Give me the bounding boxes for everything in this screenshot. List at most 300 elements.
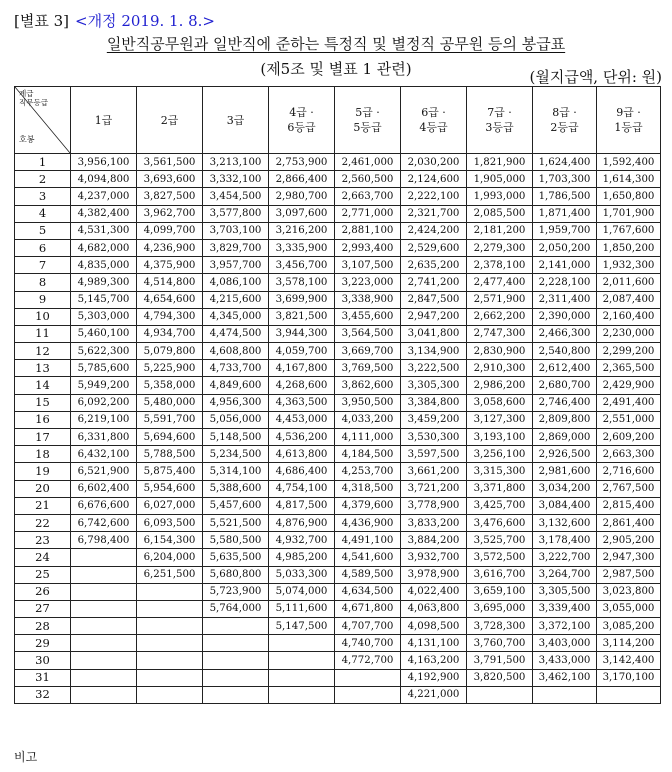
salary-cell: 2,365,500 bbox=[597, 360, 661, 377]
step-number: 20 bbox=[15, 480, 71, 497]
salary-cell: 2,230,000 bbox=[597, 325, 661, 342]
column-header: 2급 bbox=[137, 87, 203, 154]
salary-cell: 4,094,800 bbox=[71, 171, 137, 188]
salary-cell bbox=[269, 635, 335, 652]
salary-cell: 4,382,400 bbox=[71, 205, 137, 222]
salary-table bbox=[14, 86, 661, 704]
salary-cell: 2,540,800 bbox=[533, 343, 597, 360]
salary-cell: 3,978,900 bbox=[401, 566, 467, 583]
salary-cell: 2,477,400 bbox=[467, 274, 533, 291]
salary-cell: 4,956,300 bbox=[203, 394, 269, 411]
salary-cell: 3,769,500 bbox=[335, 360, 401, 377]
salary-cell bbox=[71, 669, 137, 686]
salary-cell: 5,622,300 bbox=[71, 343, 137, 360]
salary-cell: 3,055,000 bbox=[597, 600, 661, 617]
salary-cell: 3,084,400 bbox=[533, 497, 597, 514]
salary-cell: 2,299,200 bbox=[597, 343, 661, 360]
salary-cell: 2,716,600 bbox=[597, 463, 661, 480]
salary-cell: 3,760,700 bbox=[467, 635, 533, 652]
step-number: 27 bbox=[15, 600, 71, 617]
salary-cell: 5,314,100 bbox=[203, 463, 269, 480]
salary-cell: 4,063,800 bbox=[401, 600, 467, 617]
salary-cell bbox=[137, 583, 203, 600]
salary-cell: 2,571,900 bbox=[467, 291, 533, 308]
grade-label: 계급 직무등급 bbox=[19, 89, 48, 107]
salary-cell: 6,027,000 bbox=[137, 497, 203, 514]
salary-cell: 4,491,100 bbox=[335, 532, 401, 549]
salary-cell: 3,425,700 bbox=[467, 497, 533, 514]
salary-cell: 4,932,700 bbox=[269, 532, 335, 549]
salary-cell: 3,305,300 bbox=[401, 377, 467, 394]
salary-cell: 5,457,600 bbox=[203, 497, 269, 514]
salary-cell: 2,753,900 bbox=[269, 154, 335, 171]
salary-cell: 2,830,900 bbox=[467, 343, 533, 360]
salary-cell: 3,564,500 bbox=[335, 325, 401, 342]
salary-cell: 3,862,600 bbox=[335, 377, 401, 394]
salary-cell: 4,671,800 bbox=[335, 600, 401, 617]
step-number: 29 bbox=[15, 635, 71, 652]
salary-cell: 4,184,500 bbox=[335, 446, 401, 463]
salary-cell: 3,170,100 bbox=[597, 669, 661, 686]
salary-cell: 3,455,600 bbox=[335, 308, 401, 325]
salary-cell: 4,221,000 bbox=[401, 686, 467, 703]
salary-cell: 3,661,200 bbox=[401, 463, 467, 480]
salary-cell: 2,926,500 bbox=[533, 446, 597, 463]
page-subtitle: (제5조 및 별표 1 관련) bbox=[260, 60, 412, 78]
salary-cell: 3,699,900 bbox=[269, 291, 335, 308]
salary-cell: 5,480,000 bbox=[137, 394, 203, 411]
salary-cell: 5,460,100 bbox=[71, 325, 137, 342]
table-row bbox=[15, 480, 661, 497]
salary-cell: 2,030,200 bbox=[401, 154, 467, 171]
column-header: 5급 · 5등급 bbox=[335, 87, 401, 154]
salary-cell: 3,142,400 bbox=[597, 652, 661, 669]
salary-cell: 5,074,000 bbox=[269, 583, 335, 600]
salary-cell: 3,956,100 bbox=[71, 154, 137, 171]
column-header: 4급 · 6등급 bbox=[269, 87, 335, 154]
step-number: 11 bbox=[15, 325, 71, 342]
salary-cell: 3,695,000 bbox=[467, 600, 533, 617]
salary-cell: 4,131,100 bbox=[401, 635, 467, 652]
salary-cell: 2,662,200 bbox=[467, 308, 533, 325]
salary-cell: 3,778,900 bbox=[401, 497, 467, 514]
salary-cell: 3,041,800 bbox=[401, 325, 467, 342]
salary-cell: 5,680,800 bbox=[203, 566, 269, 583]
salary-cell: 4,686,400 bbox=[269, 463, 335, 480]
step-number: 8 bbox=[15, 274, 71, 291]
salary-cell: 3,821,500 bbox=[269, 308, 335, 325]
salary-cell: 2,771,000 bbox=[335, 205, 401, 222]
salary-cell bbox=[203, 618, 269, 635]
salary-cell: 3,216,200 bbox=[269, 222, 335, 239]
salary-cell: 5,388,600 bbox=[203, 480, 269, 497]
salary-cell bbox=[71, 635, 137, 652]
salary-cell: 2,491,400 bbox=[597, 394, 661, 411]
salary-cell: 1,592,400 bbox=[597, 154, 661, 171]
salary-cell: 5,785,600 bbox=[71, 360, 137, 377]
salary-cell: 4,086,100 bbox=[203, 274, 269, 291]
salary-cell: 2,424,200 bbox=[401, 222, 467, 239]
table-row bbox=[15, 360, 661, 377]
salary-cell: 1,786,500 bbox=[533, 188, 597, 205]
salary-cell: 5,875,400 bbox=[137, 463, 203, 480]
salary-cell: 3,884,200 bbox=[401, 532, 467, 549]
salary-cell bbox=[203, 686, 269, 703]
salary-cell: 4,707,700 bbox=[335, 618, 401, 635]
step-number: 19 bbox=[15, 463, 71, 480]
salary-cell: 5,954,600 bbox=[137, 480, 203, 497]
salary-cell: 2,390,000 bbox=[533, 308, 597, 325]
page-title: 일반직공무원과 일반직에 준하는 특정직 및 별정직 공무원 등의 봉급표 bbox=[106, 35, 566, 53]
table-body bbox=[15, 154, 661, 704]
salary-cell: 3,944,300 bbox=[269, 325, 335, 342]
salary-cell: 4,835,000 bbox=[71, 257, 137, 274]
salary-cell: 6,219,100 bbox=[71, 411, 137, 428]
salary-cell: 2,861,400 bbox=[597, 514, 661, 531]
salary-cell: 4,541,600 bbox=[335, 549, 401, 566]
salary-cell: 1,871,400 bbox=[533, 205, 597, 222]
salary-cell: 4,363,500 bbox=[269, 394, 335, 411]
step-number: 14 bbox=[15, 377, 71, 394]
salary-cell: 2,141,000 bbox=[533, 257, 597, 274]
table-row bbox=[15, 514, 661, 531]
salary-cell: 2,980,700 bbox=[269, 188, 335, 205]
table-row bbox=[15, 222, 661, 239]
table-row bbox=[15, 463, 661, 480]
salary-cell: 4,033,200 bbox=[335, 411, 401, 428]
step-number: 6 bbox=[15, 239, 71, 256]
salary-cell bbox=[203, 669, 269, 686]
salary-cell: 4,794,300 bbox=[137, 308, 203, 325]
amendment-date: <개정 2019. 1. 8.> bbox=[75, 12, 215, 30]
appendix-header bbox=[14, 10, 215, 31]
salary-cell: 1,703,300 bbox=[533, 171, 597, 188]
step-number: 13 bbox=[15, 360, 71, 377]
table-row bbox=[15, 583, 661, 600]
step-number: 22 bbox=[15, 514, 71, 531]
salary-cell: 3,371,800 bbox=[467, 480, 533, 497]
salary-cell: 3,223,000 bbox=[335, 274, 401, 291]
salary-cell: 3,827,500 bbox=[137, 188, 203, 205]
unit-note: (월지급액, 단위: 원) bbox=[529, 68, 662, 86]
table-row bbox=[15, 325, 661, 342]
salary-cell: 3,577,800 bbox=[203, 205, 269, 222]
salary-cell: 3,597,500 bbox=[401, 446, 467, 463]
salary-cell bbox=[137, 669, 203, 686]
salary-cell: 1,650,800 bbox=[597, 188, 661, 205]
table-row bbox=[15, 171, 661, 188]
salary-cell: 5,303,000 bbox=[71, 308, 137, 325]
salary-cell: 3,659,100 bbox=[467, 583, 533, 600]
salary-cell: 2,910,300 bbox=[467, 360, 533, 377]
salary-cell: 2,050,200 bbox=[533, 239, 597, 256]
salary-cell: 2,993,400 bbox=[335, 239, 401, 256]
salary-cell: 4,379,600 bbox=[335, 497, 401, 514]
salary-cell: 2,680,700 bbox=[533, 377, 597, 394]
salary-cell: 3,305,500 bbox=[533, 583, 597, 600]
salary-cell: 2,847,500 bbox=[401, 291, 467, 308]
salary-cell: 5,056,000 bbox=[203, 411, 269, 428]
salary-cell: 2,011,600 bbox=[597, 274, 661, 291]
step-number: 4 bbox=[15, 205, 71, 222]
salary-cell: 5,079,800 bbox=[137, 343, 203, 360]
salary-cell: 6,093,500 bbox=[137, 514, 203, 531]
salary-cell: 4,022,400 bbox=[401, 583, 467, 600]
salary-cell: 2,311,400 bbox=[533, 291, 597, 308]
salary-cell: 2,124,600 bbox=[401, 171, 467, 188]
salary-cell: 3,134,900 bbox=[401, 343, 467, 360]
salary-cell: 3,728,300 bbox=[467, 618, 533, 635]
salary-cell: 3,957,700 bbox=[203, 257, 269, 274]
salary-cell bbox=[137, 600, 203, 617]
table-row bbox=[15, 635, 661, 652]
salary-cell: 1,993,000 bbox=[467, 188, 533, 205]
step-number: 15 bbox=[15, 394, 71, 411]
salary-cell: 5,148,500 bbox=[203, 429, 269, 446]
column-header: 7급 · 3등급 bbox=[467, 87, 533, 154]
salary-cell: 2,228,100 bbox=[533, 274, 597, 291]
salary-cell: 4,237,000 bbox=[71, 188, 137, 205]
salary-cell: 3,097,600 bbox=[269, 205, 335, 222]
salary-cell: 1,959,700 bbox=[533, 222, 597, 239]
salary-cell: 2,181,200 bbox=[467, 222, 533, 239]
salary-cell: 3,335,900 bbox=[269, 239, 335, 256]
salary-cell: 2,947,300 bbox=[597, 549, 661, 566]
salary-cell bbox=[269, 652, 335, 669]
salary-cell bbox=[137, 686, 203, 703]
salary-cell: 2,663,700 bbox=[335, 188, 401, 205]
salary-cell: 3,433,000 bbox=[533, 652, 597, 669]
salary-cell bbox=[71, 566, 137, 583]
salary-cell bbox=[137, 652, 203, 669]
salary-cell: 2,767,500 bbox=[597, 480, 661, 497]
step-number: 9 bbox=[15, 291, 71, 308]
salary-cell: 5,145,700 bbox=[71, 291, 137, 308]
salary-cell: 3,616,700 bbox=[467, 566, 533, 583]
salary-cell: 2,986,200 bbox=[467, 377, 533, 394]
salary-cell: 3,950,500 bbox=[335, 394, 401, 411]
salary-cell: 1,905,000 bbox=[467, 171, 533, 188]
salary-cell: 5,580,500 bbox=[203, 532, 269, 549]
column-header: 9급 · 1등급 bbox=[597, 87, 661, 154]
salary-cell: 5,358,000 bbox=[137, 377, 203, 394]
salary-cell bbox=[71, 618, 137, 635]
salary-cell: 1,821,900 bbox=[467, 154, 533, 171]
salary-cell: 3,962,700 bbox=[137, 205, 203, 222]
step-number: 1 bbox=[15, 154, 71, 171]
salary-cell: 2,947,200 bbox=[401, 308, 467, 325]
salary-cell: 3,222,700 bbox=[533, 549, 597, 566]
table-row bbox=[15, 446, 661, 463]
salary-cell: 2,612,400 bbox=[533, 360, 597, 377]
table-row bbox=[15, 411, 661, 428]
salary-cell: 2,222,100 bbox=[401, 188, 467, 205]
salary-cell: 2,551,000 bbox=[597, 411, 661, 428]
salary-cell: 1,932,300 bbox=[597, 257, 661, 274]
salary-cell: 2,663,300 bbox=[597, 446, 661, 463]
salary-cell bbox=[597, 686, 661, 703]
salary-cell: 5,788,500 bbox=[137, 446, 203, 463]
salary-cell bbox=[533, 686, 597, 703]
salary-cell: 4,236,900 bbox=[137, 239, 203, 256]
salary-cell: 6,676,600 bbox=[71, 497, 137, 514]
table-row bbox=[15, 600, 661, 617]
salary-cell: 6,251,500 bbox=[137, 566, 203, 583]
salary-cell: 2,609,200 bbox=[597, 429, 661, 446]
salary-cell: 3,178,400 bbox=[533, 532, 597, 549]
salary-cell: 2,279,300 bbox=[467, 239, 533, 256]
table-header bbox=[15, 87, 661, 154]
step-number: 28 bbox=[15, 618, 71, 635]
step-number: 7 bbox=[15, 257, 71, 274]
salary-cell: 6,331,800 bbox=[71, 429, 137, 446]
step-number: 30 bbox=[15, 652, 71, 669]
salary-cell bbox=[137, 635, 203, 652]
salary-cell: 3,114,200 bbox=[597, 635, 661, 652]
salary-cell bbox=[203, 652, 269, 669]
salary-cell: 3,222,500 bbox=[401, 360, 467, 377]
salary-cell: 2,429,900 bbox=[597, 377, 661, 394]
salary-cell: 3,703,100 bbox=[203, 222, 269, 239]
salary-cell: 4,318,500 bbox=[335, 480, 401, 497]
step-number: 23 bbox=[15, 532, 71, 549]
salary-cell: 2,981,600 bbox=[533, 463, 597, 480]
table-row bbox=[15, 566, 661, 583]
salary-cell: 2,378,100 bbox=[467, 257, 533, 274]
salary-cell: 3,693,600 bbox=[137, 171, 203, 188]
salary-cell: 5,147,500 bbox=[269, 618, 335, 635]
salary-cell: 4,754,100 bbox=[269, 480, 335, 497]
salary-cell: 5,111,600 bbox=[269, 600, 335, 617]
salary-cell bbox=[71, 549, 137, 566]
salary-cell: 4,474,500 bbox=[203, 325, 269, 342]
salary-cell: 3,372,100 bbox=[533, 618, 597, 635]
salary-cell: 2,869,000 bbox=[533, 429, 597, 446]
salary-cell: 4,098,500 bbox=[401, 618, 467, 635]
salary-cell: 3,791,500 bbox=[467, 652, 533, 669]
salary-cell bbox=[71, 600, 137, 617]
remark-label: 비고 bbox=[14, 750, 38, 764]
salary-cell: 3,454,500 bbox=[203, 188, 269, 205]
salary-cell: 1,850,200 bbox=[597, 239, 661, 256]
salary-cell: 3,332,100 bbox=[203, 171, 269, 188]
salary-cell: 4,772,700 bbox=[335, 652, 401, 669]
step-number: 10 bbox=[15, 308, 71, 325]
table-row bbox=[15, 205, 661, 222]
salary-cell bbox=[335, 686, 401, 703]
salary-cell: 3,338,900 bbox=[335, 291, 401, 308]
step-number: 18 bbox=[15, 446, 71, 463]
salary-cell: 2,087,400 bbox=[597, 291, 661, 308]
step-number: 12 bbox=[15, 343, 71, 360]
salary-cell: 4,192,900 bbox=[401, 669, 467, 686]
salary-cell: 6,602,400 bbox=[71, 480, 137, 497]
column-header: 8급 · 2등급 bbox=[533, 87, 597, 154]
salary-cell: 1,767,600 bbox=[597, 222, 661, 239]
salary-cell: 5,635,500 bbox=[203, 549, 269, 566]
table-row bbox=[15, 291, 661, 308]
salary-cell: 6,742,600 bbox=[71, 514, 137, 531]
salary-cell: 3,456,700 bbox=[269, 257, 335, 274]
step-number: 16 bbox=[15, 411, 71, 428]
table-row bbox=[15, 429, 661, 446]
salary-cell: 3,829,700 bbox=[203, 239, 269, 256]
salary-cell bbox=[335, 669, 401, 686]
salary-cell: 5,521,500 bbox=[203, 514, 269, 531]
corner-cell bbox=[15, 87, 71, 154]
salary-cell: 2,321,700 bbox=[401, 205, 467, 222]
step-number: 3 bbox=[15, 188, 71, 205]
table-row bbox=[15, 308, 661, 325]
salary-cell: 2,987,500 bbox=[597, 566, 661, 583]
salary-cell: 4,608,800 bbox=[203, 343, 269, 360]
salary-cell: 4,989,300 bbox=[71, 274, 137, 291]
table-row bbox=[15, 618, 661, 635]
salary-cell bbox=[467, 686, 533, 703]
table-row bbox=[15, 669, 661, 686]
salary-cell: 6,798,400 bbox=[71, 532, 137, 549]
step-number: 25 bbox=[15, 566, 71, 583]
salary-cell: 2,529,600 bbox=[401, 239, 467, 256]
salary-cell bbox=[137, 618, 203, 635]
salary-cell: 4,059,700 bbox=[269, 343, 335, 360]
salary-cell: 2,635,200 bbox=[401, 257, 467, 274]
salary-cell: 3,127,300 bbox=[467, 411, 533, 428]
salary-cell: 4,436,900 bbox=[335, 514, 401, 531]
salary-cell: 2,881,100 bbox=[335, 222, 401, 239]
salary-cell: 4,215,600 bbox=[203, 291, 269, 308]
salary-cell: 2,746,400 bbox=[533, 394, 597, 411]
table-row bbox=[15, 274, 661, 291]
salary-cell: 3,213,100 bbox=[203, 154, 269, 171]
table-row bbox=[15, 549, 661, 566]
salary-cell: 3,023,800 bbox=[597, 583, 661, 600]
salary-cell: 2,809,800 bbox=[533, 411, 597, 428]
salary-cell: 4,733,700 bbox=[203, 360, 269, 377]
salary-cell: 3,384,800 bbox=[401, 394, 467, 411]
salary-cell: 3,721,200 bbox=[401, 480, 467, 497]
salary-cell: 4,985,200 bbox=[269, 549, 335, 566]
salary-cell: 6,154,300 bbox=[137, 532, 203, 549]
step-number: 17 bbox=[15, 429, 71, 446]
salary-cell: 3,530,300 bbox=[401, 429, 467, 446]
table-row bbox=[15, 188, 661, 205]
column-header: 3급 bbox=[203, 87, 269, 154]
salary-cell: 2,747,300 bbox=[467, 325, 533, 342]
salary-cell: 3,264,700 bbox=[533, 566, 597, 583]
salary-cell: 4,740,700 bbox=[335, 635, 401, 652]
salary-cell: 5,723,900 bbox=[203, 583, 269, 600]
salary-cell: 5,033,300 bbox=[269, 566, 335, 583]
salary-cell: 4,536,200 bbox=[269, 429, 335, 446]
salary-cell: 3,085,200 bbox=[597, 618, 661, 635]
salary-cell: 4,268,600 bbox=[269, 377, 335, 394]
salary-cell: 5,234,500 bbox=[203, 446, 269, 463]
salary-cell bbox=[269, 669, 335, 686]
step-number: 24 bbox=[15, 549, 71, 566]
salary-cell: 4,876,900 bbox=[269, 514, 335, 531]
salary-cell: 5,949,200 bbox=[71, 377, 137, 394]
salary-cell: 2,466,300 bbox=[533, 325, 597, 342]
salary-cell: 3,339,400 bbox=[533, 600, 597, 617]
salary-cell: 5,225,900 bbox=[137, 360, 203, 377]
salary-cell: 2,085,500 bbox=[467, 205, 533, 222]
salary-cell: 1,624,400 bbox=[533, 154, 597, 171]
salary-cell: 4,345,000 bbox=[203, 308, 269, 325]
table-row bbox=[15, 497, 661, 514]
salary-cell: 3,820,500 bbox=[467, 669, 533, 686]
salary-cell: 4,634,500 bbox=[335, 583, 401, 600]
